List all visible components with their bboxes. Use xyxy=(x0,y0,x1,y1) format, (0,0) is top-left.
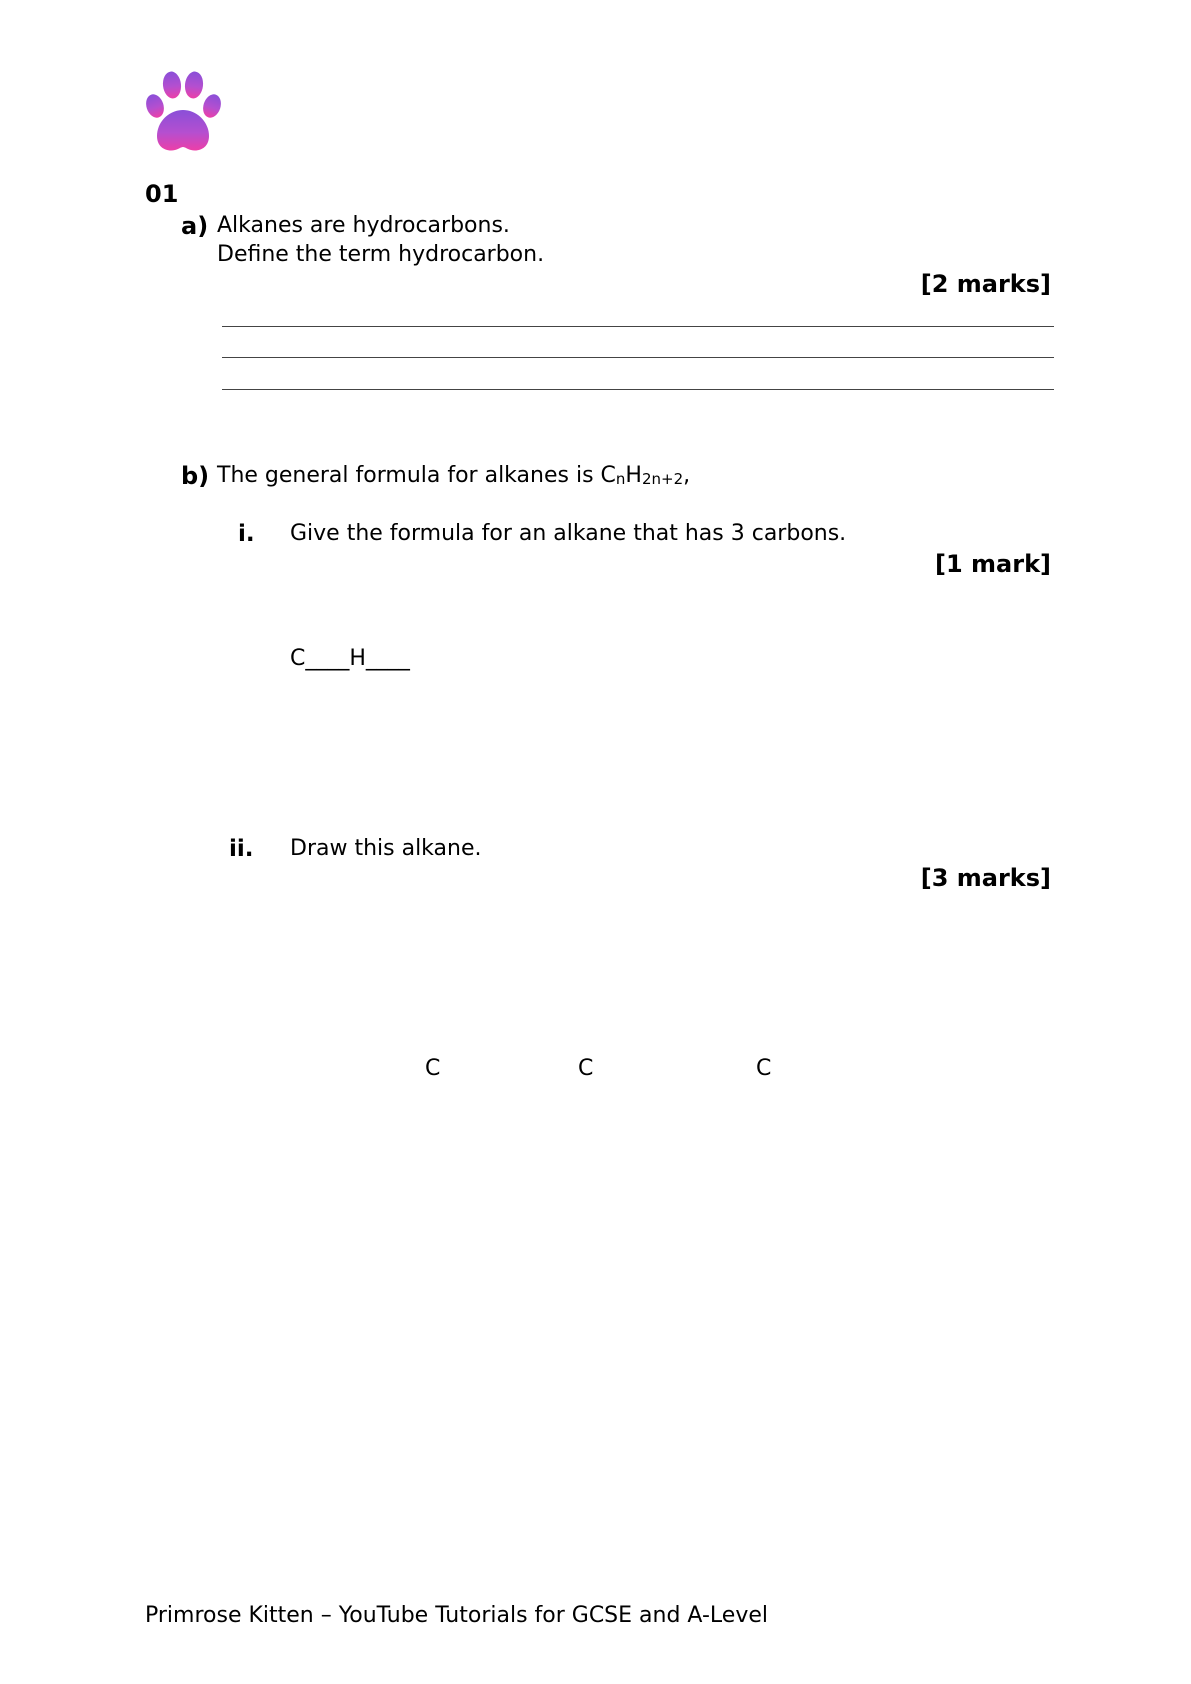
part-a-label: a) xyxy=(181,212,209,240)
page-footer: Primrose Kitten – YouTube Tutorials for GCSE and A-Level xyxy=(145,1603,768,1628)
formula-subscript-2n2: 2n+2 xyxy=(641,470,684,488)
part-b-text xyxy=(217,462,690,491)
part-a-marks: [2 marks] xyxy=(920,270,1051,298)
paw-logo-icon xyxy=(145,70,223,154)
answer-line[interactable] xyxy=(222,357,1054,358)
sub-i-answer-template[interactable]: C____H____ xyxy=(290,646,410,671)
sub-i-marks: [1 mark] xyxy=(935,550,1051,578)
sub-ii-label: ii. xyxy=(229,836,254,862)
answer-line[interactable] xyxy=(222,389,1054,390)
formula-subscript-n: n xyxy=(615,470,626,488)
part-b-label: b) xyxy=(181,462,210,490)
carbon-atom-1: C xyxy=(425,1056,441,1081)
sub-ii-marks: [3 marks] xyxy=(920,864,1051,892)
formula-h: H xyxy=(625,463,642,488)
part-b-text-main: The general formula for alkanes is C xyxy=(217,463,616,488)
sub-i-label: i. xyxy=(238,521,255,547)
question-number: 01 xyxy=(145,180,179,208)
answer-line[interactable] xyxy=(222,326,1054,327)
sub-i-text: Give the formula for an alkane that has 3 carbons. xyxy=(290,521,847,546)
formula-trail: , xyxy=(683,463,691,488)
part-a-line2: Define the term hydrocarbon. xyxy=(217,242,545,267)
carbon-atom-3: C xyxy=(756,1056,772,1081)
sub-ii-text: Draw this alkane. xyxy=(290,836,482,861)
part-a-line1: Alkanes are hydrocarbons. xyxy=(217,213,510,238)
carbon-atom-2: C xyxy=(578,1056,594,1081)
